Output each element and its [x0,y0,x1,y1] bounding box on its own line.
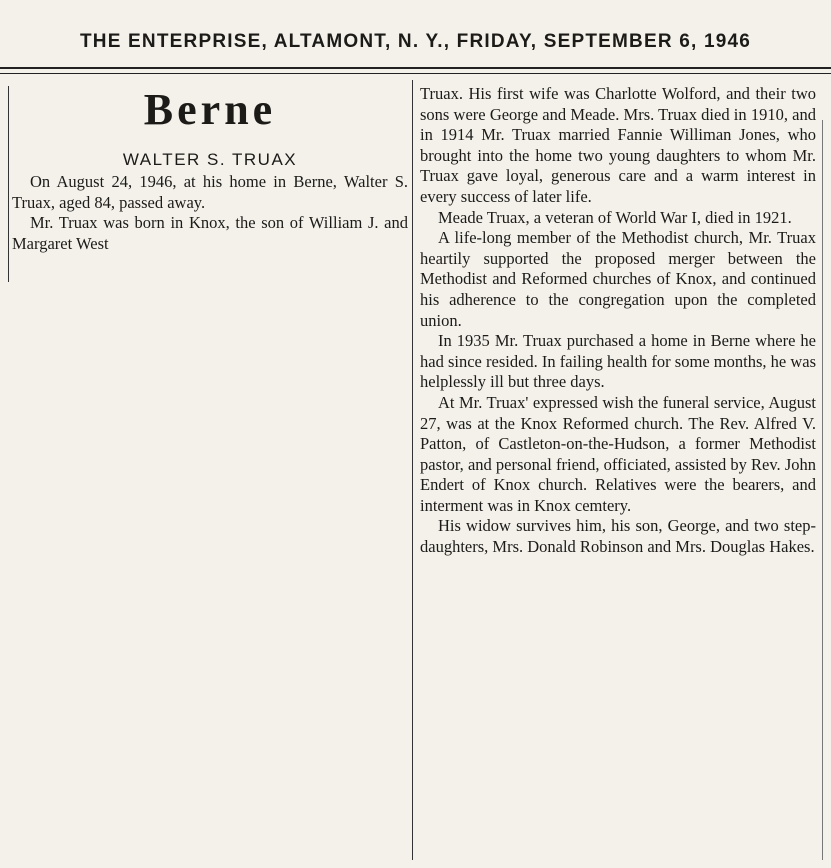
article-paragraph: A life-long member of the Methodist church, Mr. Truax heartily supported the proposed merger between the Methodist and Reformed churches of Knox, and continued his adherence to the congregation upon the completed union. [420,228,816,330]
article-headline: WALTER S. TRUAX [122,150,298,169]
right-column [420,84,816,558]
article-paragraph: In 1935 Mr. Truax purchased a home in Berne where he had since resided. In failing health for some months, he was helplessly ill but three days. [420,331,816,392]
article-paragraph: On August 24, 1946, at his home in Berne, Walter S. Truax, aged 84, passed away. [12,172,408,212]
article-paragraph: Mr. Truax was born in Knox, the son of William J. and Margaret West [12,213,408,253]
masthead-rule-thin [0,73,831,74]
left-column [12,82,408,254]
article-paragraph: Meade Truax, a veteran of World War I, died in 1921. [438,207,792,227]
article-paragraph: Truax. His first wife was Charlotte Wolford, and their two sons were George and Meade. Mrs. Truax died in 1910, and in 1914 Mr. Truax married Fannie Williman Jones, who brought into the home two young daughters to whom Mr. Truax gave loyal, generous care and a warm interest in every success of later life. [420,84,816,206]
column-divider [412,80,413,860]
article-paragraph: At Mr. Truax' expressed wish the funeral service, August 27, was at the Knox Reformed church. The Rev. Alfred V. Patton, of Castleton-on-the-Hudson, a former Methodist pastor, and personal friend, officiated, assisted by Rev. John Endert of Knox church. Relatives were the bearers, and interment was in Knox cemtery. [420,392,816,515]
section-title: Berne [143,85,277,134]
right-column-border [822,120,823,860]
left-column-border [8,86,9,282]
newspaper-masthead: THE ENTERPRISE, ALTAMONT, N. Y., FRIDAY, SEPTEMBER 6, 1946 [79,31,752,52]
masthead-rule [0,67,831,69]
article-paragraph: His widow survives him, his son, George, and two step-daughters, Mrs. Donald Robinson and Mrs. Douglas Hakes. [420,516,816,557]
